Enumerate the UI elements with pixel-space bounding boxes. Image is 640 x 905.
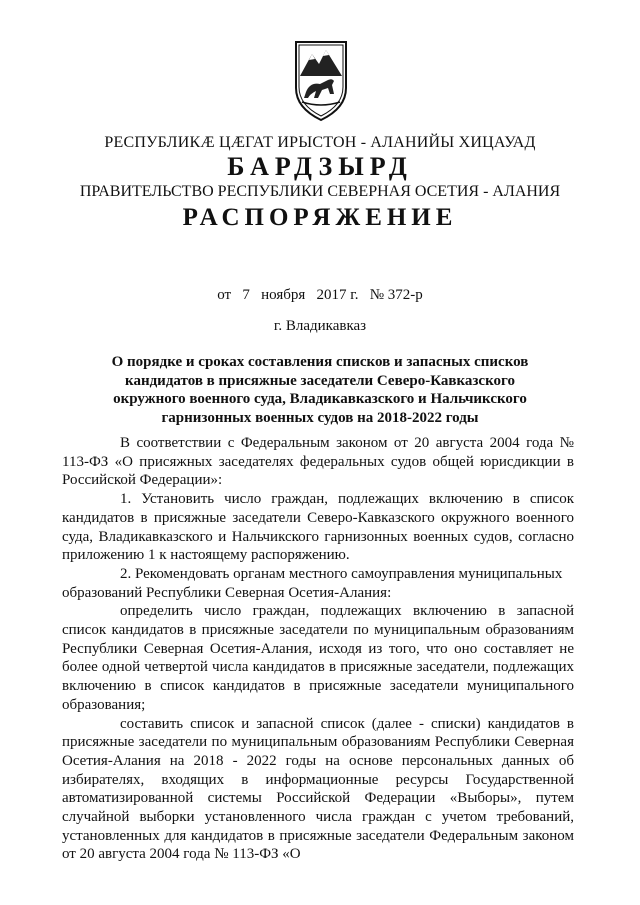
header-bardzyrd: БАРДЗЫРД xyxy=(227,152,413,181)
header-order-type: РАСПОРЯЖЕНИЕ xyxy=(182,204,458,231)
header-government: ПРАВИТЕЛЬСТВО РЕСПУБЛИКИ СЕВЕРНАЯ ОСЕТИЯ - АЛАНИЯ xyxy=(79,183,561,200)
document-title: О порядке и сроках составления списков и запасных списков кандидатов в присяжные заседатели Северо-Кавказского окружного военного суда, Владикавказского и Нальчикского гарнизонных военных судов на 2018-2022 годы xyxy=(111,354,529,426)
header-republic-ossetian: РЕСПУБЛИКӔ ЦӔГАТ ИРЫСТОН - АЛАНИЙЫ ХИЦАУАД xyxy=(104,134,536,151)
body-paragraph: В соответствии с Федеральным законом от 20 августа 2004 года № 113-ФЗ «О присяжных заседателях федеральных судов общей юрисдикции в Российской Федерации»: xyxy=(62,435,574,489)
body-paragraph: определить число граждан, подлежащих включению в запасной список кандидатов в присяжные заседатели по муниципальным образованиям Республики Северная Осетия-Алания, исходя из того, что оно составляет не более одной четвертой числа кандидатов в присяжные заседатели, подлежащих включению в список кандидатов в присяжные заседатели муниципального образования; xyxy=(62,603,574,713)
document-city: г. Владикавказ xyxy=(273,318,367,334)
coat-of-arms-emblem xyxy=(288,36,354,122)
document-date-number: от 7 ноября 2017 г. № 372-р xyxy=(217,287,423,303)
body-paragraph: 1. Установить число граждан, подлежащих включению в список кандидатов в присяжные заседатели Северо-Кавказского окружного военного суда, Владикавказского и Нальчикского гарнизонных военных судов, согласно приложению 1 к настоящему распоряжению. xyxy=(62,491,574,564)
body-paragraph: составить список и запасной список (далее - списки) кандидатов в присяжные заседатели по муниципальным образованиям Республики Северная Осетия-Алания на 2018 - 2022 годы на основе персональных данных об избирателях, входящих в информационные ресурсы Государственной автоматизированной системы Российской Федерации «Выборы», путем случайной выборки установленного числа граждан с учетом требований, установленных для кандидатов в присяжные заседатели Федеральным законом от 20 августа 2004 года № 113-ФЗ «О xyxy=(62,715,574,863)
document-body xyxy=(62,434,574,864)
body-paragraph: 2. Рекомендовать органам местного самоуправления муниципальных образований Республики Северная Осетия-Алания: xyxy=(62,565,563,601)
